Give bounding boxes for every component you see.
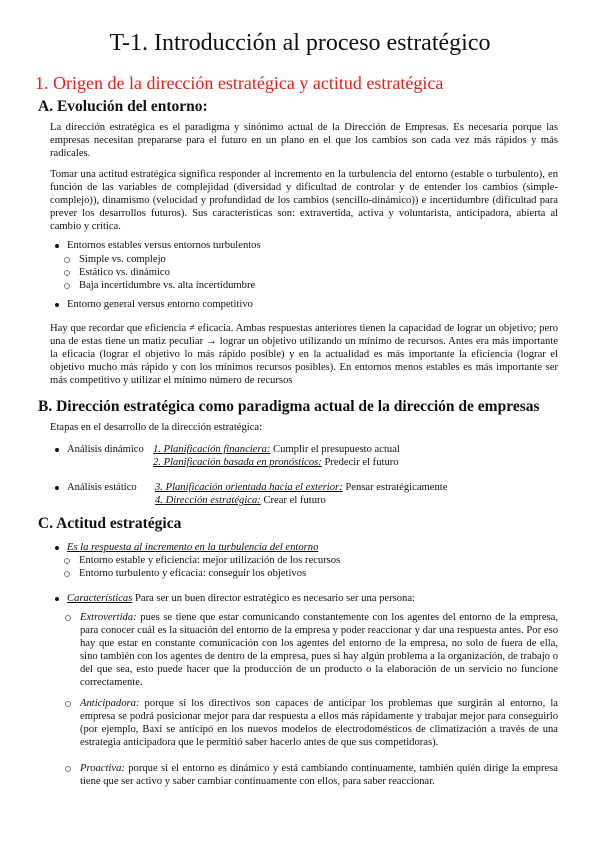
sub-list-item [64,253,166,267]
stage-row [55,443,555,473]
list-item-text: Entornos estables versus entornos turbulentos [67,240,261,251]
paragraph: Tomar una actitud estratégica significa responder al incremento en la turbulencia del entorno (estable o turbulento), en función de las variables de complejidad (diversidad y dificultad de controlar y de entender los cambios (simple-complejo)), dinamismo (velocidad y profundidad de los cambios (sencillo-dinámico)) e incertidumbre (dificultad para prever los desarrollos futuros). Sus características son: extravertida, activa y voluntarista, anticipadora, abierta al cambio y crítica. [50,169,558,232]
subsection-heading-c: C. Actitud estratégica [38,515,182,532]
paragraph: Hay que recordar que eficiencia ≠ eficacia. Ambas respuestas anteriores tienen la capacidad de lograr un objetivo; pero una de estas tiene un matiz peculiar → lograr un objetivo utilizando un mínimo de recursos. Antes era más importante la eficacia (lograr el objetivo lo más rápido posible) y en la actualidad es más importante la eficiencia (lograr el objetivo mucho más rápido y con los mínimos recursos posibles). En entornos menos estables es más importante ser más competitivo y utilizar el mínimo número de recursos [50,323,558,386]
section-heading: 1. Origen de la dirección estratégica y actitud estratégica [35,73,444,93]
stage-row-label: Análisis estático [67,482,137,493]
sub-list-item [64,554,340,568]
bullet-icon [55,597,59,601]
trait-text: porque si los directivos son capaces de anticipar los problemas que surgirán al entorno, la empresa se podrá posicionar mejor para dar respuesta a ellos más rápidamente y trabajar mejor para conseguirlo (por ejemplo, Baxi se anticipó en los nuevos modelos de electrodomésticos de climatización a través de una estrategia anticipadora que le permitió saber hacerlo antes de que sus competidoras). [80,698,558,748]
stage-row [55,481,555,511]
circle-bullet-icon [64,558,70,564]
stage-desc: Cumplir el presupuesto actual [270,444,400,455]
bullet-icon [55,546,59,550]
circle-bullet-icon [65,615,71,621]
stage [153,443,400,456]
list-item-label: Características [67,593,133,604]
stage-desc: Predecir el futuro [321,457,399,468]
list-item [55,541,318,554]
list-item-text: Estático vs. dinámico [79,267,170,278]
stage-name: 2. Planificación basada en pronósticos: [153,457,322,468]
circle-bullet-icon [65,766,71,772]
bullet-icon [55,244,59,248]
paragraph: Etapas en el desarrollo de la dirección estratégica: [50,422,263,433]
list-item-text: Entorno estable y eficiencia: mejor utilización de los recursos [79,555,341,566]
subsection-heading-a: A. Evolución del entorno: [38,98,208,115]
bullet-icon [55,303,59,307]
circle-bullet-icon [64,283,70,289]
trait-name: Anticipadora: [80,698,140,709]
subsection-heading-b: B. Dirección estratégica como paradigma actual de la dirección de empresas [38,398,540,415]
trait-text: porque si el entorno es dinámico y está cambiando continuamente, también quién dirige la empresa tiene que ser activo y saber cambiar continuamente con ellos, para saber reaccionar. [80,763,558,787]
stage [153,456,399,469]
list-item-text: Entorno general versus entorno competitivo [67,299,253,310]
sub-list-item [64,567,306,581]
stage-name: 4. Dirección estratégica: [155,495,261,506]
bullet-icon [55,448,59,452]
list-item-text: Es la respuesta al incremento en la turbulencia del entorno [67,542,319,553]
list-item [55,239,261,252]
stage-name: 3. Planificación orientada hacia el exterior: [155,482,343,493]
stage-desc: Pensar estratégicamente [342,482,448,493]
list-item-text: Para ser un buen director estratégico es necesario ser una persona: [132,593,416,604]
trait-text: pues se tiene que estar comunicando constantemente con los agentes del entorno de la empresa, para conocer cuál es la situación del entorno de la empresa y poder reaccionar y dar una respuesta antes. Por eso hay que estar en constante comunicación con los agentes del entorno de la empresa, no solo de fuera de ella, sino también con los agentes de dentro de la empresa, pues si hay algún problema a la organización, de trabajo o del que sea, esto puede hacer que la producción de un producto o la elaboración de un servicio no funcione correctamente. [80,612,558,688]
stage [155,494,326,507]
list-item-text: Baja incertidumbre vs. alta incertidumbre [79,280,256,291]
stage-row-label: Análisis dinámico [67,444,144,455]
circle-bullet-icon [65,701,71,707]
circle-bullet-icon [64,571,70,577]
circle-bullet-icon [64,257,70,263]
trait-item [80,697,558,749]
list-item [55,592,415,605]
paragraph: La dirección estratégica es el paradigma y sinónimo actual de la Dirección de Empresas. Es necesaria porque las empresas necesitan prepararse para el futuro en un plano en el que los cambios son cada vez más rápidos y más radicales. [50,122,558,159]
trait-name: Proactiva: [80,763,125,774]
stage-desc: Crear el futuro [260,495,326,506]
bullet-icon [55,486,59,490]
stage-name: 1. Planificación financiera: [153,444,271,455]
circle-bullet-icon [64,270,70,276]
trait-name: Extrovertida: [80,612,137,623]
stage [155,481,447,494]
list-item-text: Entorno turbulento y eficacia: conseguir los objetivos [79,568,307,579]
sub-list-item [64,266,170,280]
page-title: T-1. Introducción al proceso estratégico [109,30,491,56]
list-item-text: Simple vs. complejo [79,254,166,265]
list-item [55,298,253,311]
trait-item [80,762,558,788]
sub-list-item [64,279,255,293]
trait-item [80,611,558,689]
